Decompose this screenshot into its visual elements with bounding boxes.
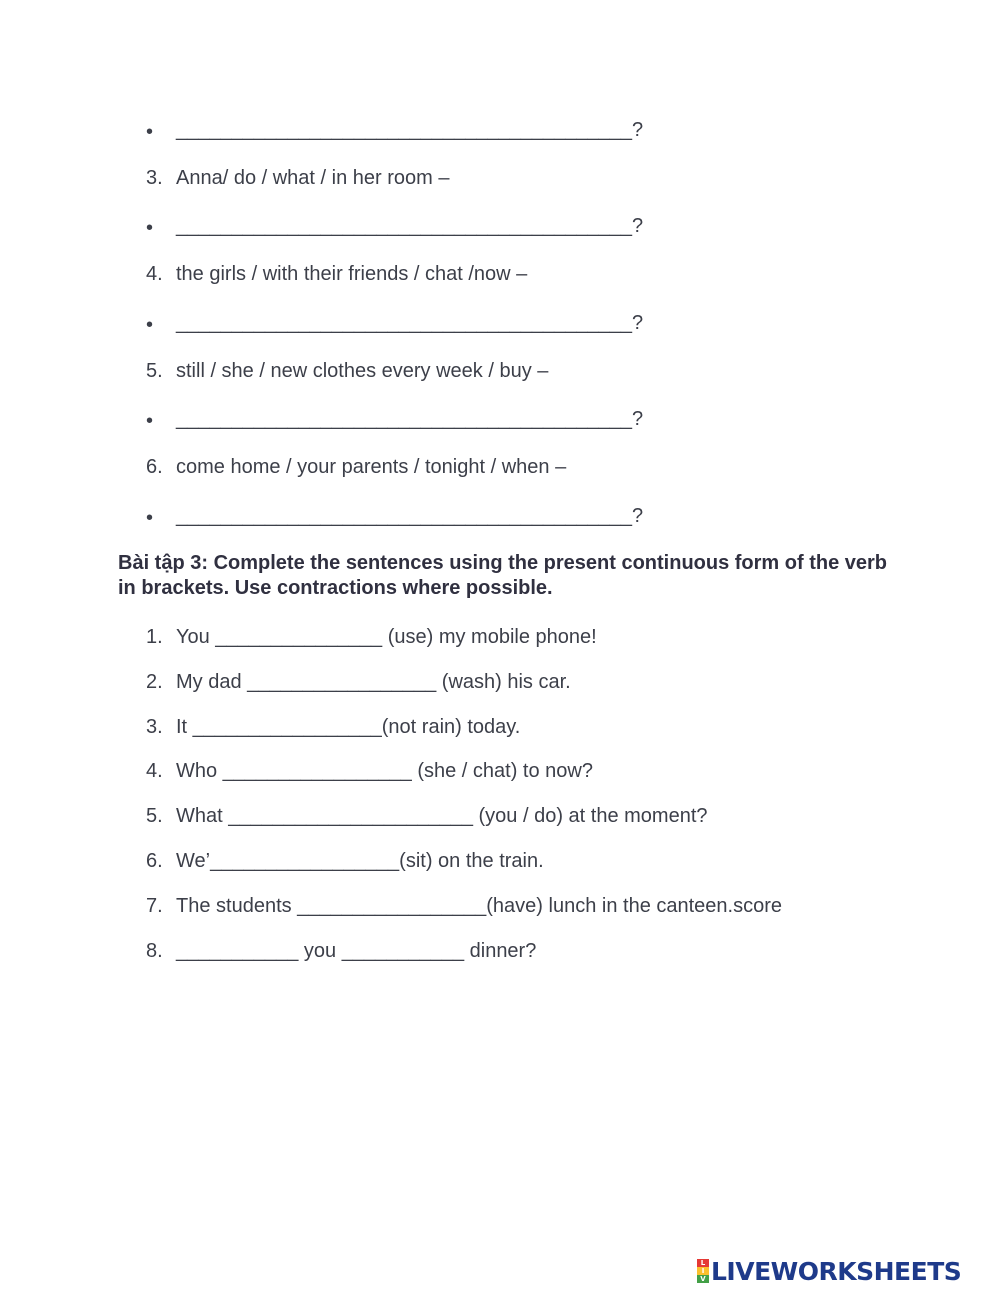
item-number: 1. — [146, 626, 163, 648]
item-text: What ______________________ (you / do) at the moment? — [176, 805, 708, 827]
exercise-item — [146, 670, 571, 694]
item-number: 3. — [146, 167, 163, 189]
exercise-item — [146, 894, 782, 918]
item-text: My dad _________________ (wash) his car. — [176, 671, 571, 693]
item-number: 5. — [146, 805, 163, 827]
logo-mark-icon — [697, 1259, 709, 1283]
question-item — [146, 262, 527, 286]
item-number: 8. — [146, 940, 163, 962]
logo-mark-letter: L — [697, 1259, 709, 1267]
exercise-item — [146, 849, 544, 873]
question-item — [146, 359, 548, 383]
logo-mark-letter: V — [697, 1275, 709, 1283]
bullet: • — [146, 410, 154, 432]
bullet: • — [146, 217, 154, 239]
exercise-item — [146, 939, 536, 963]
exercise-heading: Bài tập 3: Complete the sentences using the present continuous form of the verb in brackets. Use contractions where possible. — [118, 552, 888, 599]
answer-blank[interactable]: _________________________________________? — [176, 505, 644, 527]
item-text: still / she / new clothes every week / buy – — [176, 360, 549, 382]
logo-mark-letter: I — [697, 1267, 709, 1275]
item-number: 6. — [146, 850, 163, 872]
exercise-item — [146, 804, 708, 828]
answer-blank[interactable]: _________________________________________? — [176, 408, 644, 430]
exercise-item — [146, 715, 520, 739]
question-item — [146, 166, 450, 190]
item-text: Who _________________ (she / chat) to now? — [176, 760, 593, 782]
item-number: 6. — [146, 456, 163, 478]
item-text: come home / your parents / tonight / when – — [176, 456, 567, 478]
item-number: 4. — [146, 760, 163, 782]
question-item — [146, 455, 566, 479]
item-text: We’_________________(sit) on the train. — [176, 850, 544, 872]
answer-blank[interactable]: _________________________________________? — [176, 215, 644, 237]
item-text: ___________ you ___________ dinner? — [176, 940, 537, 962]
bullet: • — [146, 121, 154, 143]
exercise-item — [146, 759, 593, 783]
item-text: The students _________________(have) lunch in the canteen.score — [176, 895, 783, 917]
item-text: It _________________(not rain) today. — [176, 716, 521, 738]
item-number: 2. — [146, 671, 163, 693]
item-number: 7. — [146, 895, 163, 917]
item-number: 4. — [146, 263, 163, 285]
bullet: • — [146, 314, 154, 336]
item-text: Anna/ do / what / in her room – — [176, 167, 450, 189]
answer-blank[interactable]: _________________________________________? — [176, 312, 644, 334]
item-number: 5. — [146, 360, 163, 382]
item-number: 3. — [146, 716, 163, 738]
liveworksheets-logo — [697, 1256, 961, 1286]
item-text: You _______________ (use) my mobile phone! — [176, 626, 597, 648]
exercise-item — [146, 625, 597, 649]
logo-text: LIVEWORKSHEETS — [711, 1256, 962, 1286]
item-text: the girls / with their friends / chat /now – — [176, 263, 528, 285]
bullet: • — [146, 507, 154, 529]
answer-blank[interactable]: _________________________________________? — [176, 119, 644, 141]
